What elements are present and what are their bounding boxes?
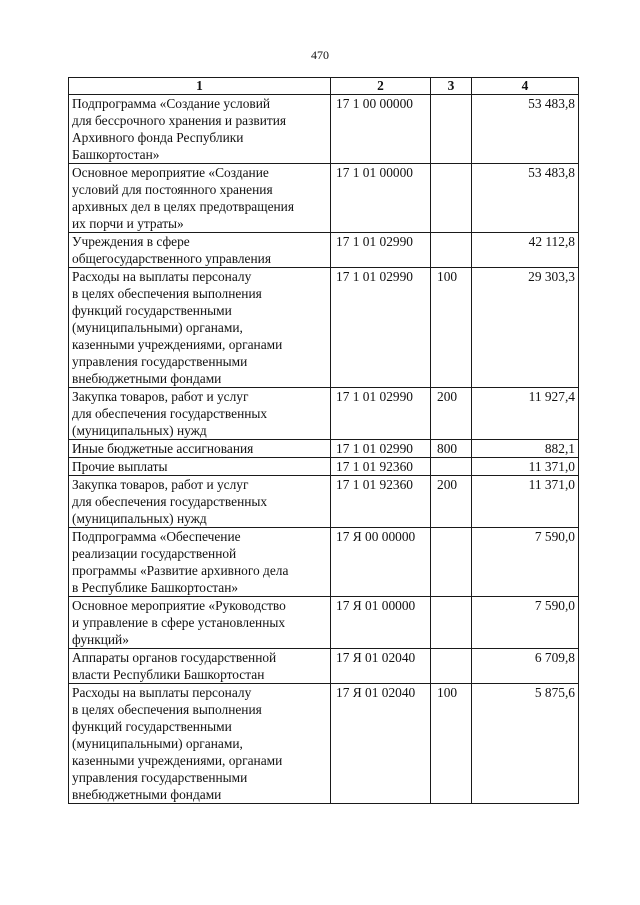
table-row bbox=[69, 528, 579, 597]
row-name-cell bbox=[69, 528, 331, 597]
row-sum-cell: 5 875,6 bbox=[472, 684, 579, 804]
row-code-cell: 17 1 01 00000 bbox=[331, 164, 431, 233]
row-name-line: (муниципальных) нужд bbox=[72, 423, 207, 438]
row-code-cell: 17 1 01 92360 bbox=[331, 458, 431, 476]
row-sum-cell: 6 709,8 bbox=[472, 649, 579, 684]
header-row bbox=[69, 78, 579, 95]
row-name-line: Закупка товаров, работ и услуг bbox=[72, 477, 249, 492]
row-name-line: Расходы на выплаты персоналу bbox=[72, 685, 252, 700]
row-name-line: функций» bbox=[72, 632, 129, 647]
row-name-line: общегосударственного управления bbox=[72, 251, 271, 266]
row-sum-cell: 53 483,8 bbox=[472, 95, 579, 164]
row-name-line: архивных дел в целях предотвращения bbox=[72, 199, 294, 214]
row-name-line: в целях обеспечения выполнения bbox=[72, 702, 262, 717]
row-name-cell bbox=[69, 458, 331, 476]
row-name-line: и управление в сфере установленных bbox=[72, 615, 286, 630]
row-code-cell: 17 Я 01 00000 bbox=[331, 597, 431, 649]
row-name-line: в Республике Башкортостан» bbox=[72, 580, 239, 595]
header-col-4: 4 bbox=[472, 78, 579, 95]
row-name-cell bbox=[69, 476, 331, 528]
row-name-line: функций государственными bbox=[72, 303, 232, 318]
row-name-line: внебюджетными фондами bbox=[72, 371, 222, 386]
row-name-cell bbox=[69, 440, 331, 458]
header-col-3: 3 bbox=[431, 78, 472, 95]
row-name-line: казенными учреждениями, органами bbox=[72, 337, 283, 352]
row-sum-cell: 42 112,8 bbox=[472, 233, 579, 268]
row-type-cell bbox=[431, 95, 472, 164]
row-type-cell bbox=[431, 164, 472, 233]
row-code-cell: 17 1 01 02990 bbox=[331, 233, 431, 268]
row-type-cell: 100 bbox=[431, 684, 472, 804]
row-name-cell bbox=[69, 388, 331, 440]
header-col-1: 1 bbox=[69, 78, 331, 95]
row-name-cell bbox=[69, 233, 331, 268]
row-name-line: функций государственными bbox=[72, 719, 232, 734]
row-name-line: Архивного фонда Республики bbox=[72, 130, 244, 145]
row-name-line: Прочие выплаты bbox=[72, 459, 168, 474]
row-name-line: Подпрограмма «Обеспечение bbox=[72, 529, 241, 544]
row-name-cell bbox=[69, 164, 331, 233]
row-sum-cell: 7 590,0 bbox=[472, 597, 579, 649]
row-code-cell: 17 Я 00 00000 bbox=[331, 528, 431, 597]
row-type-cell: 200 bbox=[431, 388, 472, 440]
row-name-line: казенными учреждениями, органами bbox=[72, 753, 283, 768]
page-number: 470 bbox=[311, 48, 329, 62]
row-sum-cell: 7 590,0 bbox=[472, 528, 579, 597]
row-name-line: (муниципальными) органами, bbox=[72, 736, 243, 751]
row-name-cell bbox=[69, 684, 331, 804]
table-body bbox=[69, 95, 579, 804]
row-code-cell: 17 1 01 02990 bbox=[331, 268, 431, 388]
budget-table bbox=[68, 77, 579, 804]
row-name-cell bbox=[69, 597, 331, 649]
row-name-line: Основное мероприятие «Руководство bbox=[72, 598, 286, 613]
row-name-line: в целях обеспечения выполнения bbox=[72, 286, 262, 301]
row-name-line: управления государственными bbox=[72, 770, 248, 785]
row-name-line: (муниципальных) нужд bbox=[72, 511, 207, 526]
table-header bbox=[69, 78, 579, 95]
header-col-2: 2 bbox=[331, 78, 431, 95]
row-name-line: Учреждения в сфере bbox=[72, 234, 190, 249]
row-name-cell bbox=[69, 649, 331, 684]
row-name-line: для обеспечения государственных bbox=[72, 406, 268, 421]
table-row bbox=[69, 476, 579, 528]
row-type-cell: 100 bbox=[431, 268, 472, 388]
row-name-line: Подпрограмма «Создание условий bbox=[72, 96, 271, 111]
table-row bbox=[69, 164, 579, 233]
row-type-cell bbox=[431, 233, 472, 268]
row-type-cell bbox=[431, 597, 472, 649]
row-type-cell: 800 bbox=[431, 440, 472, 458]
row-name-line: Аппараты органов государственной bbox=[72, 650, 277, 665]
row-name-line: (муниципальными) органами, bbox=[72, 320, 243, 335]
row-name-line: для обеспечения государственных bbox=[72, 494, 268, 509]
row-sum-cell: 11 927,4 bbox=[472, 388, 579, 440]
row-name-line: для бессрочного хранения и развития bbox=[72, 113, 287, 128]
row-name-line: Закупка товаров, работ и услуг bbox=[72, 389, 249, 404]
row-code-cell: 17 1 00 00000 bbox=[331, 95, 431, 164]
table-row bbox=[69, 95, 579, 164]
row-name-line: управления государственными bbox=[72, 354, 248, 369]
table-row bbox=[69, 458, 579, 476]
table-row bbox=[69, 388, 579, 440]
table-row bbox=[69, 233, 579, 268]
table-row bbox=[69, 268, 579, 388]
row-name-cell bbox=[69, 268, 331, 388]
row-name-line: Расходы на выплаты персоналу bbox=[72, 269, 252, 284]
row-name-line: Основное мероприятие «Создание bbox=[72, 165, 269, 180]
row-name-cell bbox=[69, 95, 331, 164]
row-type-cell bbox=[431, 649, 472, 684]
row-name-line: реализации государственной bbox=[72, 546, 237, 561]
row-sum-cell: 11 371,0 bbox=[472, 458, 579, 476]
row-name-line: их порчи и утраты» bbox=[72, 216, 184, 231]
row-name-line: Иные бюджетные ассигнования bbox=[72, 441, 254, 456]
row-name-line: внебюджетными фондами bbox=[72, 787, 222, 802]
row-type-cell: 200 bbox=[431, 476, 472, 528]
table-row bbox=[69, 440, 579, 458]
row-name-line: программы «Развитие архивного дела bbox=[72, 563, 289, 578]
table-row bbox=[69, 649, 579, 684]
row-name-line: условий для постоянного хранения bbox=[72, 182, 273, 197]
row-name-line: Башкортостан» bbox=[72, 147, 160, 162]
row-sum-cell: 11 371,0 bbox=[472, 476, 579, 528]
table-row bbox=[69, 684, 579, 804]
row-sum-cell: 53 483,8 bbox=[472, 164, 579, 233]
row-name-line: власти Республики Башкортостан bbox=[72, 667, 265, 682]
row-sum-cell: 882,1 bbox=[472, 440, 579, 458]
row-sum-cell: 29 303,3 bbox=[472, 268, 579, 388]
row-code-cell: 17 1 01 92360 bbox=[331, 476, 431, 528]
row-code-cell: 17 Я 01 02040 bbox=[331, 649, 431, 684]
row-code-cell: 17 Я 01 02040 bbox=[331, 684, 431, 804]
row-code-cell: 17 1 01 02990 bbox=[331, 440, 431, 458]
row-type-cell bbox=[431, 458, 472, 476]
row-code-cell: 17 1 01 02990 bbox=[331, 388, 431, 440]
table-row bbox=[69, 597, 579, 649]
row-type-cell bbox=[431, 528, 472, 597]
